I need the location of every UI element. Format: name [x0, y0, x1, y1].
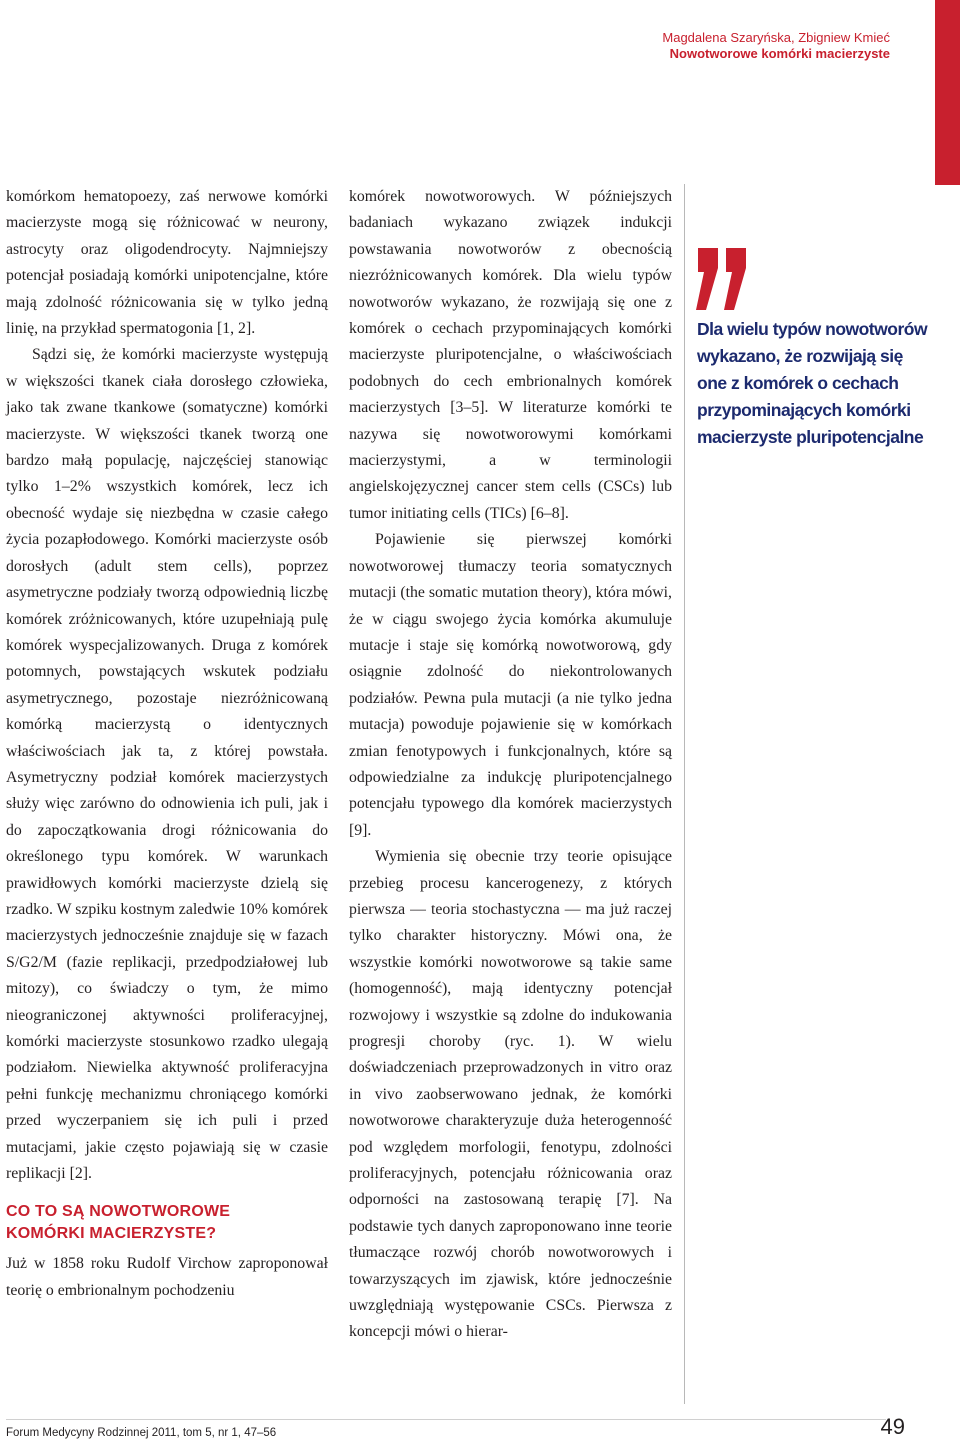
paragraph: komórek nowotworowych. W późniejszych badaniach wykazano związek indukcji powstawania nowotworów z obecnością niezróżnicowanych komórek. Dla wielu typów nowotworów wykazano, że rozwijają się one z komórek o cechach przypominających komórki macierzyste pluripotencjalne, o właściwościach podobnych do cech embrionalnych komórek macierzystych [3–5]. W literaturze komórki te nazywa się nowotworowymi komórkami macierzystymi, a w terminologii angielskojęzycznej cancer stem cells (CSCs) lub tumor initiating cells (TICs) [6–8]. [349, 188, 672, 522]
section-heading-line: KOMÓRKI MACIERZYSTE? [6, 1225, 217, 1243]
pull-quote: Dla wielu typów nowotworów wykazano, że rozwijają się one z komórek o cechach przypominających komórki macierzyste pluripotencjalne [697, 319, 928, 447]
column-divider [684, 184, 685, 1404]
red-corner-bar [935, 0, 960, 185]
running-header [662, 30, 890, 62]
paragraph: Pojawienie się pierwszej komórki nowotworowej tłumaczy teoria somatycznych mutacji (the somatic mutation theory), która mówi, że w ciągu swojego życia komórka akumuluje mutacje i staje się komórką nowotworową, gdy osiągnie zdolność do niekontrolowanych podziałów. Pewna pula mutacji (a nie tylko jedna mutacja) powoduje pojawienie się w komórkach zmian fenotypowych i funkcjonalnych, które są odpowiedzialne za indukcję pluripotencjalnego potencjału typowego dla komórek macierzystych [9]. [349, 531, 672, 839]
footer-rule [6, 1419, 886, 1420]
paragraph: Już w 1858 roku Rudolf Virchow zaproponował teorię o embrionalnym pochodzeniu [6, 1255, 328, 1299]
section-heading-line: CO TO SĄ NOWOTWOROWE [6, 1203, 231, 1221]
paragraph: Wymienia się obecnie trzy teorie opisujące przebieg procesu kancerogenezy, z których pierwsza — teoria stochastyczna — ma już raczej tylko charakter historyczny. Mówi ona, że wszystkie komórki nowotworowe są takie same (homogenność), mają identyczny potencjał rozwojowy i wszystkie są zdolne do indukowania progresji choroby (ryc. 1). W wielu doświadczeniach przeprowadzonych in vitro oraz in vivo zaobserwowano jednak, że komórki nowotworowe charakteryzuje duża heterogenność pod względem morfologii, fenotypu, zdolności proliferacyjnych, potencjału różnicowania oraz odporności na zastosowaną terapię [7]. Na podstawie tych danych zaproponowano inne teorie tłumaczące rozwój chorób nowotworowych i towarzyszących im zjawisk, które jednocześnie uwzględniają występowanie CSCs. Pierwsza z koncepcji mówi o hierar- [349, 848, 672, 1341]
page-number: 49 [880, 1414, 905, 1439]
quote-mark-icon [694, 248, 752, 310]
journal-citation: Forum Medycyny Rodzinnej 2011, tom 5, nr 1, 47–56 [6, 1427, 277, 1439]
paragraph: komórkom hematopoezy, zaś nerwowe komórki macierzyste mogą się różnicować w neurony, astrocyty oraz oligodendrocyty. Najmniejszy potencjał posiadają komórki unipotencjalne, które mają zdolność różnicowania się w tylko jedną linię, na przykład spermatogonia [1, 2]. [6, 188, 328, 338]
text-column-right [349, 184, 672, 1346]
paragraph: Sądzi się, że komórki macierzyste występują w większości tkanek ciała dorosłego człowieka, jako tak zwane tkankowe (somatyczne) komórki macierzyste. W większości tkanek tworzą one bardzo małą populację, najczęściej stanowiąc tylko 1–2% wszystkich komórek, lecz ich obecność wydaje się niezbędna w czasie całego życia pozapłodowego. Komórki macierzyste osób dorosłych (adult stem cells), poprzez asymetryczne podziały tworzą odpowiednią liczbę komórek zróżnicowanych, które uzupełniają pulę komórek wyspecjalizowanych. Druga z komórek potomnych, powstających wskutek podziału asymetrycznego, pozostaje niezróżnicowaną komórką macierzystą o identycznych właściwościach jak ta, z której powstała. Asymetryczny podział komórek macierzystych służy więc zarówno do odnowienia ich puli, jak i do zapoczątkowania drogi różnicowania do określonego typu komórek. W warunkach prawidłowych komórki macierzyste dzielą się rzadko. W szpiku kostnym zaledwie 10% komórek macierzystych jednocześnie znajduje się w fazach S/G2/M (fazie replikacji, przedpodziałowej lub mitozy), co świadczy o tym, że mimo nieograniczonej aktywności proliferacyjnej, komórki macierzyste stosunkowo rzadko ulegają podziałom. Niewielka aktywność proliferacyjna pełni funkcję mechanizmu chroniącego komórki przed wyczerpaniem się ich puli i przed mutacjami, jakie często pojawiają się w czasie replikacji [2]. [6, 346, 328, 1183]
text-column-left [6, 184, 328, 1304]
section-heading [6, 1201, 328, 1245]
header-authors: Magdalena Szaryńska, Zbigniew Kmieć [662, 30, 890, 45]
header-title: Nowotworowe komórki macierzyste [669, 46, 890, 61]
